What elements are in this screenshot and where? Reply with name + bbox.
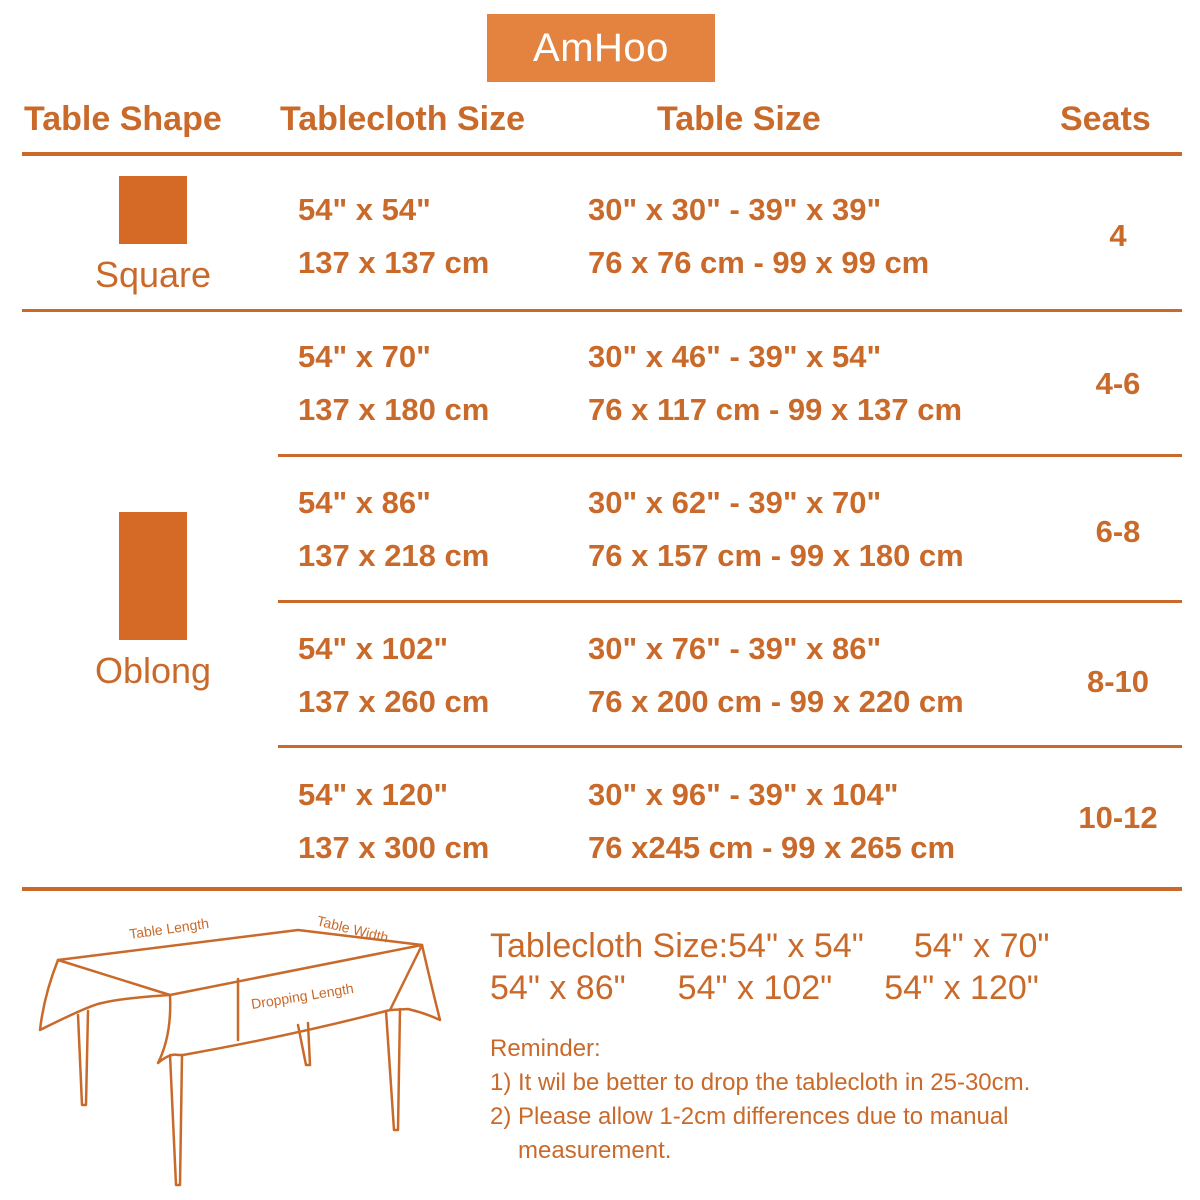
square-label: Square xyxy=(94,254,212,295)
row-0-seats: 4 xyxy=(1109,218,1127,253)
row-3-cloth-size: 54" x 102" 137 x 260 cm xyxy=(298,631,490,719)
size-item: 54" x 54" xyxy=(728,927,864,965)
reminder-line-1: 1) It wil be better to drop the tablecloth in 25-30cm. xyxy=(490,1069,1031,1096)
oblong-label: Oblong xyxy=(94,650,212,691)
table-leg xyxy=(170,1055,182,1185)
row-4-seats: 10-12 xyxy=(1078,800,1158,835)
label-table-length: Table Length xyxy=(128,914,210,942)
table-bottom-divider xyxy=(22,887,1182,891)
oblong-shape-icon xyxy=(119,512,187,640)
row-1-table-size: 30" x 46" - 39" x 54" 76 x 117 cm - 99 x 137 cm xyxy=(588,339,963,427)
row-0-table-size: 30" x 30" - 39" x 39" 76 x 76 cm - 99 x 99 cm xyxy=(588,192,930,280)
header-seats: Seats xyxy=(1060,100,1151,138)
header-table-size: Table Size xyxy=(657,100,821,138)
size-item: 54" x 120" xyxy=(884,969,1039,1007)
row-4-cloth-size: 54" x 120" 137 x 300 cm xyxy=(298,777,490,865)
square-shape-icon xyxy=(119,176,187,244)
table-leg xyxy=(386,1009,400,1130)
table-leg xyxy=(78,1011,88,1105)
sizes-prefix: Tablecloth Size: xyxy=(490,927,729,965)
row-2-cloth-size: 54" x 86" 137 x 218 cm xyxy=(298,485,490,573)
size-item: 54" x 70" xyxy=(913,927,1050,965)
size-item: 54" x 86" xyxy=(490,969,626,1007)
header-divider xyxy=(22,152,1182,156)
header-tablecloth-size: Tablecloth Size xyxy=(280,100,525,138)
row-divider xyxy=(278,745,1182,748)
row-0-cloth-size: 54" x 54" 137 x 137 cm xyxy=(298,192,490,280)
label-dropping-length: Dropping Length xyxy=(249,979,355,1012)
header-table-shape: Table Shape xyxy=(24,100,222,138)
size-item: 54" x 102" xyxy=(677,969,833,1007)
row-divider xyxy=(278,600,1182,603)
cloth-right-drop xyxy=(390,945,440,1020)
table-leg xyxy=(298,1023,310,1065)
square-divider xyxy=(22,309,1182,312)
row-2-seats: 6-8 xyxy=(1095,514,1141,549)
brand-logo: AmHoo xyxy=(487,14,715,82)
row-1-seats: 4-6 xyxy=(1095,366,1141,401)
reminder-block xyxy=(490,1032,1030,1168)
tablecloth-size-list xyxy=(490,925,1049,1009)
reminder-title: Reminder: xyxy=(490,1035,601,1062)
label-table-width: Table Width xyxy=(315,912,391,946)
cloth-left-drop xyxy=(40,960,170,1030)
tablecloth-diagram xyxy=(30,905,460,1190)
row-2-table-size: 30" x 62" - 39" x 70" 76 x 157 cm - 99 x 180 cm xyxy=(588,485,964,573)
reminder-line-2-cont: measurement. xyxy=(518,1137,672,1164)
row-4-table-size: 30" x 96" - 39" x 104" 76 x245 cm - 99 x 265 cm xyxy=(588,777,956,865)
row-3-seats: 8-10 xyxy=(1086,664,1150,699)
row-divider xyxy=(278,454,1182,457)
reminder-line-2: 2) Please allow 1-2cm differences due to manual xyxy=(490,1103,1009,1130)
row-3-table-size: 30" x 76" - 39" x 86" 76 x 200 cm - 99 x 220 cm xyxy=(588,631,964,719)
row-1-cloth-size: 54" x 70" 137 x 180 cm xyxy=(298,339,490,427)
